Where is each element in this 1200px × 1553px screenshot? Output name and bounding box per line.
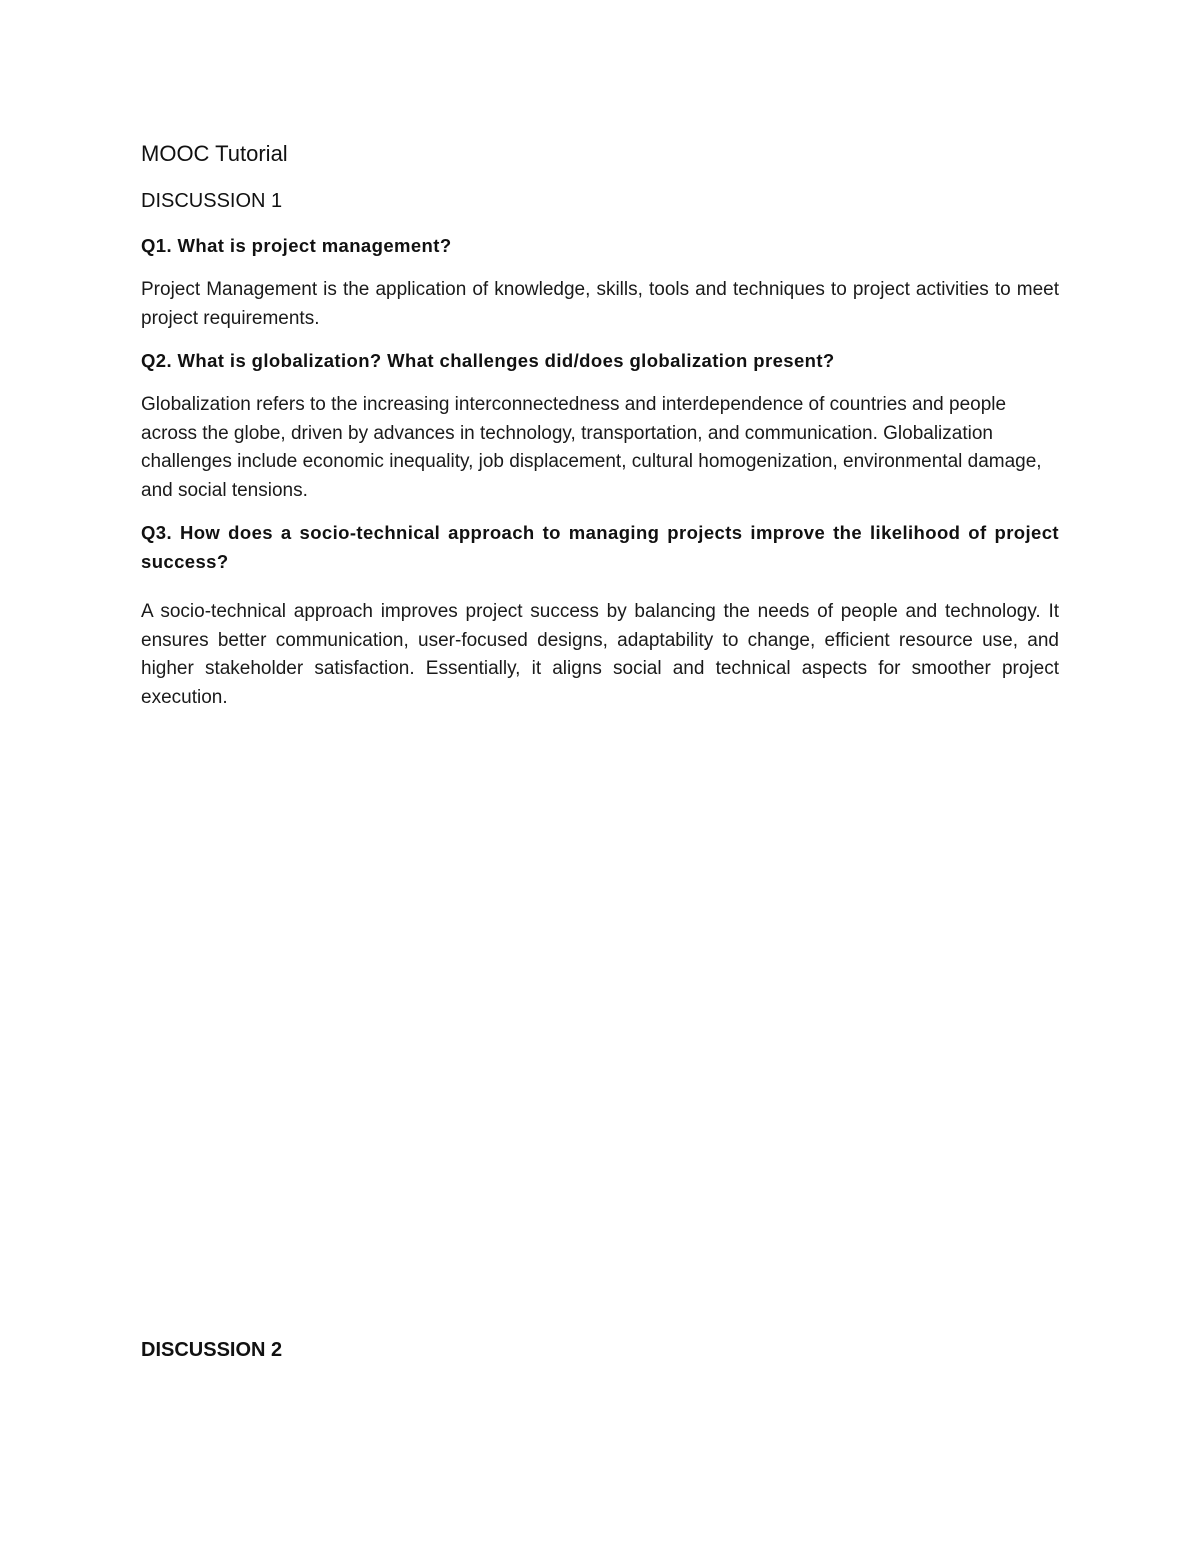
question-1: Q1. What is project management? [141,235,452,256]
discussion-1-heading: DISCUSSION 1 [141,190,283,212]
document-title: MOOC Tutorial [141,141,288,166]
question-2: Q2. What is globalization? What challenges did/does globalization present? [141,350,835,371]
answer-3: A socio-technical approach improves project success by balancing the needs of people and technology. It ensures better communication, user-focused designs, adaptability to change, efficient resource use, and higher stakeholder satisfaction. Essentially, it aligns social and technical aspects for smoother project execution. [141,601,1059,708]
answer-2: Globalization refers to the increasing interconnectedness and interdependence of countries and people across the globe, driven by advances in technology, transportation, and communication. Globalization challenges include economic inequality, job displacement, cultural homogenization, environmental damage, and social tensions. [141,394,1042,501]
question-3: Q3. How does a socio-technical approach to managing projects improve the likelihood of project success? [141,522,1059,572]
answer-1: Project Management is the application of knowledge, skills, tools and techniques to project activities to meet project requirements. [141,279,1059,329]
discussion-2-heading: DISCUSSION 2 [141,1339,283,1361]
